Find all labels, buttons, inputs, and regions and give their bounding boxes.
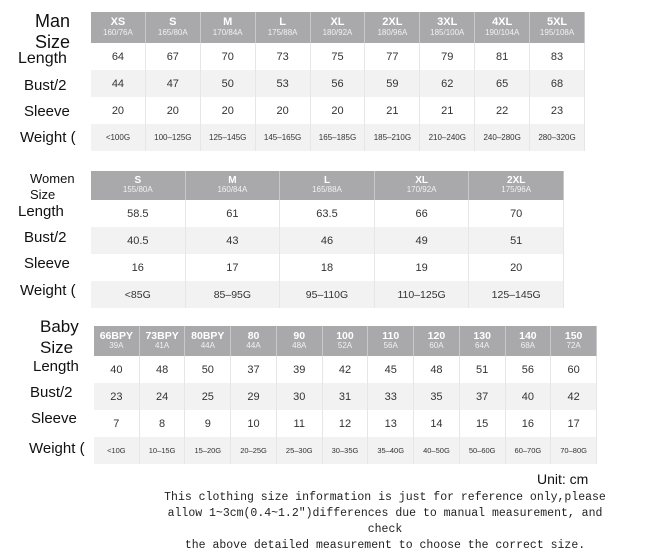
man-sleeve-cell: 21 bbox=[365, 97, 420, 124]
man-weight-cell: 240–280G bbox=[475, 124, 530, 151]
baby-length-cell: 56 bbox=[506, 356, 552, 383]
man-length-cell: 73 bbox=[256, 43, 311, 70]
man-size-header bbox=[256, 12, 311, 43]
man-size-measure: 175/88A bbox=[267, 27, 298, 37]
man-length-cell: 81 bbox=[475, 43, 530, 70]
women-sleeve-cell: 18 bbox=[280, 254, 375, 281]
man-size-header bbox=[201, 12, 256, 43]
baby-weight-cell: 35–40G bbox=[368, 437, 414, 464]
baby-title-line1: Baby bbox=[40, 317, 79, 336]
man-size-name: 2XL bbox=[382, 16, 403, 29]
women-sleeve-cell: 20 bbox=[469, 254, 564, 281]
baby-size-name: 80BPY bbox=[191, 330, 225, 343]
man-weight-cell: 100–125G bbox=[146, 124, 201, 151]
baby-size-name: 130 bbox=[473, 330, 491, 343]
women-bust-cell: 46 bbox=[280, 227, 375, 254]
man-size-measure: 195/108A bbox=[539, 27, 575, 37]
man-bust-cell: 62 bbox=[420, 70, 475, 97]
women-size-name: L bbox=[323, 174, 331, 186]
women-size-name: S bbox=[134, 174, 142, 186]
baby-size-name: 66BPY bbox=[99, 330, 133, 343]
baby-size-measure: 48A bbox=[292, 341, 307, 351]
baby-sleeve-cell: 13 bbox=[368, 410, 414, 437]
man-sleeve-cell: 20 bbox=[201, 97, 256, 124]
man-sleeve-cell: 20 bbox=[91, 97, 146, 124]
baby-bust-cell: 24 bbox=[140, 383, 186, 410]
baby-sleeve-cell: 16 bbox=[506, 410, 552, 437]
baby-size-measure: 52A bbox=[337, 341, 353, 351]
man-size-header bbox=[420, 12, 475, 43]
man-size-measure: 160/76A bbox=[103, 27, 133, 37]
women-size-measure: 170/92A bbox=[406, 185, 437, 195]
man-length-cell: 67 bbox=[146, 43, 201, 70]
man-sleeve-cell: 23 bbox=[530, 97, 585, 124]
man-size-measure: 180/92A bbox=[322, 27, 353, 37]
baby-size-measure: 72A bbox=[566, 341, 581, 351]
man-weight-cell: <100G bbox=[91, 124, 146, 151]
baby-sleeve-cell: 11 bbox=[277, 410, 323, 437]
women-size-header bbox=[375, 171, 470, 200]
baby-size-header bbox=[460, 326, 506, 356]
man-size-name: 5XL bbox=[546, 16, 568, 29]
baby-size-measure: 44A bbox=[246, 341, 261, 351]
man-size-name: L bbox=[279, 16, 286, 29]
baby-length-cell: 48 bbox=[140, 356, 186, 383]
baby-size-measure: 44A bbox=[200, 341, 215, 351]
man-bust-cell: 68 bbox=[530, 70, 585, 97]
baby-size-header bbox=[140, 326, 186, 356]
women-length-cell: 66 bbox=[375, 200, 470, 227]
baby-size-measure: 68A bbox=[520, 341, 536, 351]
baby-bust-cell: 40 bbox=[506, 383, 552, 410]
baby-length-cell: 37 bbox=[231, 356, 277, 383]
baby-bust-cell: 23 bbox=[94, 383, 140, 410]
baby-size-name: 73BPY bbox=[145, 330, 179, 343]
women-sleeve-cell: 17 bbox=[186, 254, 281, 281]
baby-row-label-weight: Weight ( bbox=[29, 440, 85, 457]
baby-row-label-sleeve: Sleeve bbox=[31, 410, 77, 427]
baby-weight-cell: 40–50G bbox=[414, 437, 460, 464]
women-size-header bbox=[186, 171, 281, 200]
man-sleeve-cell: 22 bbox=[475, 97, 530, 124]
women-length-cell: 58.5 bbox=[91, 200, 186, 227]
women-title-line1: Women bbox=[30, 171, 75, 186]
women-size-measure: 175/96A bbox=[501, 185, 532, 195]
note-line-2: allow 1~3cm(0.4~1.2")differences due to manual measurement, and check bbox=[167, 507, 603, 536]
man-length-cell: 79 bbox=[420, 43, 475, 70]
baby-weight-cell: 50–60G bbox=[460, 437, 506, 464]
baby-length-cell: 45 bbox=[368, 356, 414, 383]
man-weight-cell: 165–185G bbox=[311, 124, 366, 151]
man-length-cell: 64 bbox=[91, 43, 146, 70]
man-size-name: 3XL bbox=[437, 16, 458, 29]
man-size-measure: 170/84A bbox=[212, 27, 243, 37]
baby-size-header bbox=[506, 326, 552, 356]
baby-length-cell: 48 bbox=[414, 356, 460, 383]
baby-row-label-bust: Bust/2 bbox=[30, 384, 73, 401]
women-title-line2: Size bbox=[30, 187, 56, 202]
man-title-line1: Man bbox=[35, 11, 71, 31]
women-length-cell: 61 bbox=[186, 200, 281, 227]
man-size-header bbox=[475, 12, 530, 43]
baby-size-header bbox=[185, 326, 231, 356]
man-sleeve-cell: 20 bbox=[311, 97, 366, 124]
women-size-header bbox=[280, 171, 375, 200]
size-disclaimer-note bbox=[160, 490, 610, 554]
baby-bust-cell: 29 bbox=[231, 383, 277, 410]
baby-sleeve-cell: 10 bbox=[231, 410, 277, 437]
baby-weight-cell: <10G bbox=[94, 437, 140, 464]
man-row-label-length: Length bbox=[18, 50, 67, 67]
baby-size-name: 150 bbox=[564, 330, 583, 343]
women-bust-cell: 43 bbox=[186, 227, 281, 254]
baby-bust-cell: 42 bbox=[551, 383, 597, 410]
women-weight-cell: 95–110G bbox=[280, 281, 375, 308]
man-sleeve-cell: 21 bbox=[420, 97, 475, 124]
man-size-header bbox=[146, 12, 201, 43]
man-length-cell: 77 bbox=[365, 43, 420, 70]
man-bust-cell: 44 bbox=[91, 70, 146, 97]
baby-size-name: 120 bbox=[427, 330, 446, 343]
baby-sleeve-cell: 15 bbox=[460, 410, 506, 437]
women-weight-cell: <85G bbox=[91, 281, 186, 308]
women-size-table bbox=[91, 171, 564, 308]
baby-sleeve-cell: 7 bbox=[94, 410, 140, 437]
man-size-name: XS bbox=[110, 16, 126, 29]
baby-size-table bbox=[94, 326, 597, 464]
man-weight-cell: 185–210G bbox=[365, 124, 420, 151]
man-size-header bbox=[311, 12, 366, 43]
baby-weight-cell: 60–70G bbox=[506, 437, 552, 464]
baby-sleeve-cell: 17 bbox=[551, 410, 597, 437]
women-row-label-length: Length bbox=[18, 203, 64, 220]
baby-size-header bbox=[551, 326, 597, 356]
baby-sleeve-cell: 9 bbox=[185, 410, 231, 437]
women-size-measure: 155/80A bbox=[122, 185, 153, 195]
baby-bust-cell: 25 bbox=[185, 383, 231, 410]
man-size-measure: 185/100A bbox=[430, 27, 465, 37]
baby-bust-cell: 37 bbox=[460, 383, 506, 410]
baby-sleeve-cell: 12 bbox=[323, 410, 369, 437]
baby-row-label-length: Length bbox=[33, 358, 79, 375]
women-bust-cell: 49 bbox=[375, 227, 470, 254]
women-row-label-weight: Weight ( bbox=[20, 282, 76, 299]
baby-bust-cell: 31 bbox=[323, 383, 369, 410]
man-size-measure: 180/96A bbox=[377, 27, 408, 37]
women-size-name: XL bbox=[415, 174, 428, 186]
man-weight-cell: 280–320G bbox=[530, 124, 585, 151]
baby-size-header bbox=[277, 326, 323, 356]
baby-title-line2: Size bbox=[40, 338, 74, 357]
women-size-name: 2XL bbox=[507, 174, 526, 186]
women-size-header bbox=[469, 171, 564, 200]
man-size-name: XL bbox=[330, 16, 345, 29]
man-size-name: 4XL bbox=[492, 16, 513, 29]
man-size-header bbox=[91, 12, 146, 43]
women-length-cell: 63.5 bbox=[280, 200, 375, 227]
man-length-cell: 83 bbox=[530, 43, 585, 70]
women-weight-cell: 110–125G bbox=[375, 281, 470, 308]
man-size-measure: 165/80A bbox=[157, 27, 188, 37]
unit-label: Unit: cm bbox=[537, 471, 589, 487]
baby-length-cell: 40 bbox=[94, 356, 140, 383]
women-size-header bbox=[91, 171, 186, 200]
baby-sleeve-cell: 8 bbox=[140, 410, 186, 437]
baby-size-header bbox=[323, 326, 369, 356]
man-size-header bbox=[530, 12, 585, 43]
man-bust-cell: 59 bbox=[365, 70, 420, 97]
women-length-cell: 70 bbox=[469, 200, 564, 227]
baby-size-name: 110 bbox=[382, 330, 400, 343]
man-weight-cell: 125–145G bbox=[201, 124, 256, 151]
man-bust-cell: 47 bbox=[146, 70, 201, 97]
man-size-measure: 190/104A bbox=[485, 27, 520, 37]
man-bust-cell: 65 bbox=[475, 70, 530, 97]
man-bust-cell: 53 bbox=[256, 70, 311, 97]
baby-bust-cell: 35 bbox=[414, 383, 460, 410]
women-row-label-bust: Bust/2 bbox=[24, 229, 67, 246]
man-size-table bbox=[91, 12, 585, 151]
women-weight-cell: 85–95G bbox=[186, 281, 281, 308]
baby-size-name: 100 bbox=[336, 330, 354, 343]
man-sleeve-cell: 20 bbox=[146, 97, 201, 124]
baby-weight-cell: 25–30G bbox=[277, 437, 323, 464]
baby-size-measure: 39A bbox=[109, 341, 124, 351]
baby-size-measure: 56A bbox=[383, 341, 398, 351]
baby-length-cell: 60 bbox=[551, 356, 597, 383]
baby-length-cell: 50 bbox=[185, 356, 231, 383]
women-bust-cell: 51 bbox=[469, 227, 564, 254]
man-sleeve-cell: 20 bbox=[256, 97, 311, 124]
baby-sleeve-cell: 14 bbox=[414, 410, 460, 437]
women-sleeve-cell: 16 bbox=[91, 254, 186, 281]
baby-length-cell: 39 bbox=[277, 356, 323, 383]
baby-size-header bbox=[94, 326, 140, 356]
man-weight-cell: 145–165G bbox=[256, 124, 311, 151]
baby-size-header bbox=[414, 326, 460, 356]
baby-length-cell: 42 bbox=[323, 356, 369, 383]
baby-size-measure: 41A bbox=[154, 341, 170, 351]
note-line-3: the above detailed measurement to choose the correct size. bbox=[184, 539, 586, 552]
baby-weight-cell: 30–35G bbox=[323, 437, 369, 464]
man-size-name: S bbox=[169, 16, 177, 29]
women-row-label-sleeve: Sleeve bbox=[24, 255, 70, 272]
note-line-1: This clothing size information is just for reference only,please bbox=[164, 491, 606, 504]
women-sleeve-cell: 19 bbox=[375, 254, 470, 281]
baby-size-measure: 64A bbox=[475, 341, 490, 351]
man-title-line2: Size bbox=[35, 32, 71, 52]
man-bust-cell: 50 bbox=[201, 70, 256, 97]
man-row-label-weight: Weight ( bbox=[20, 129, 76, 146]
baby-size-name: 140 bbox=[519, 330, 537, 343]
baby-size-measure: 60A bbox=[429, 341, 444, 351]
baby-weight-cell: 70–80G bbox=[551, 437, 597, 464]
baby-bust-cell: 33 bbox=[368, 383, 414, 410]
women-size-measure: 160/84A bbox=[217, 185, 248, 195]
baby-weight-cell: 10–15G bbox=[140, 437, 186, 464]
baby-bust-cell: 30 bbox=[277, 383, 323, 410]
baby-weight-cell: 20–25G bbox=[231, 437, 277, 464]
baby-length-cell: 51 bbox=[460, 356, 506, 383]
women-size-measure: 165/88A bbox=[312, 185, 342, 195]
man-size-name: M bbox=[223, 16, 233, 29]
baby-size-name: 90 bbox=[293, 330, 306, 343]
man-length-cell: 70 bbox=[201, 43, 256, 70]
man-row-label-bust: Bust/2 bbox=[24, 77, 67, 94]
baby-size-header bbox=[368, 326, 414, 356]
baby-weight-cell: 15–20G bbox=[185, 437, 231, 464]
baby-size-name: 80 bbox=[247, 330, 260, 343]
man-length-cell: 75 bbox=[311, 43, 366, 70]
man-weight-cell: 210–240G bbox=[420, 124, 475, 151]
women-weight-cell: 125–145G bbox=[469, 281, 564, 308]
man-row-label-sleeve: Sleeve bbox=[24, 103, 70, 120]
women-bust-cell: 40.5 bbox=[91, 227, 186, 254]
man-bust-cell: 56 bbox=[311, 70, 366, 97]
baby-size-header bbox=[231, 326, 277, 356]
man-size-header bbox=[365, 12, 420, 43]
women-size-name: M bbox=[228, 174, 237, 186]
